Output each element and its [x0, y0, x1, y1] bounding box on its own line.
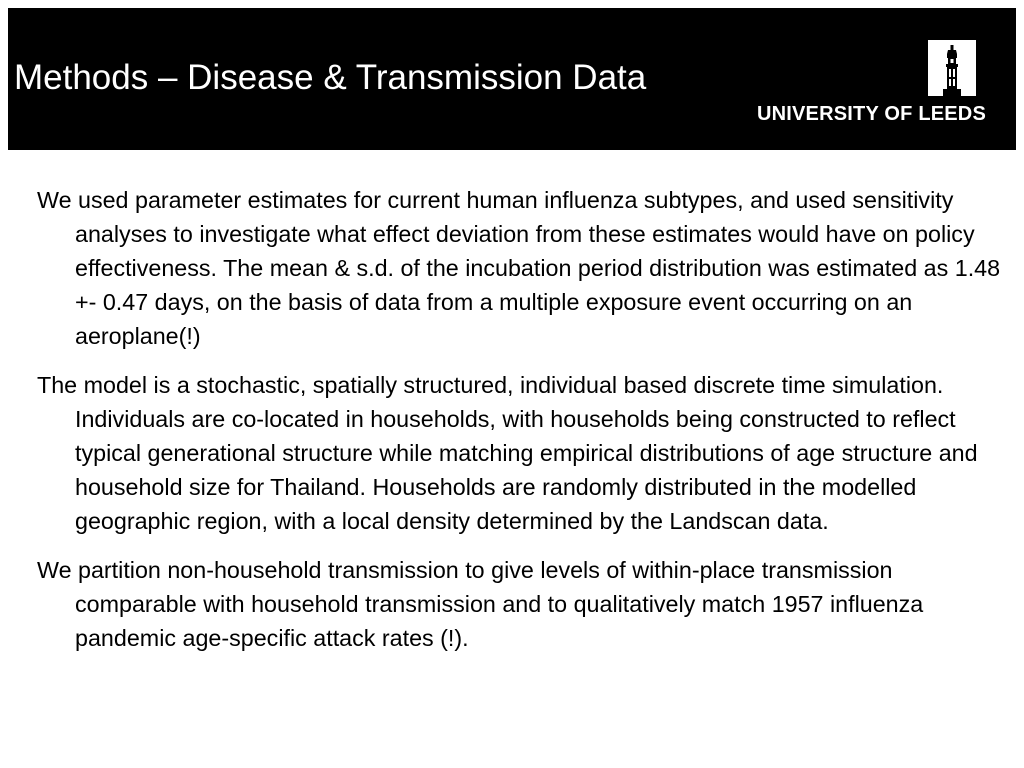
- slide-title: Methods – Disease & Transmission Data: [14, 58, 647, 97]
- bullet-transmission-partition: We partition non-household transmission to give levels of within-place transmission comparable with household transmission and to qualitatively match 1957 influenza pandemic age-specific attack rates (!).: [37, 557, 924, 651]
- bullet-parameter-estimates: We used parameter estimates for current human influenza subtypes, and used sensitivity analyses to investigate what effect deviation from these estimates would have on policy effectiveness. The mean & s.d. of the incubation period distribution was estimated as 1.48 +- 0.47 days, on the basis of data from a multiple exposure event occurring on an aeroplane(!): [37, 187, 1001, 349]
- bullet-model-description: The model is a stochastic, spatially structured, individual based discrete time simulation. Individuals are co-located in households, with households being constructed to reflect typical generational structure while matching empirical distributions of age structure and household size for Thailand. Households are randomly distributed in the modelled geographic region, with a local density determined by the Landscan data.: [37, 372, 978, 534]
- university-logo-text: UNIVERSITY OF LEEDS: [756, 103, 986, 125]
- slide-body: [37, 183, 1012, 670]
- leeds-tower-emblem-icon: [928, 40, 976, 96]
